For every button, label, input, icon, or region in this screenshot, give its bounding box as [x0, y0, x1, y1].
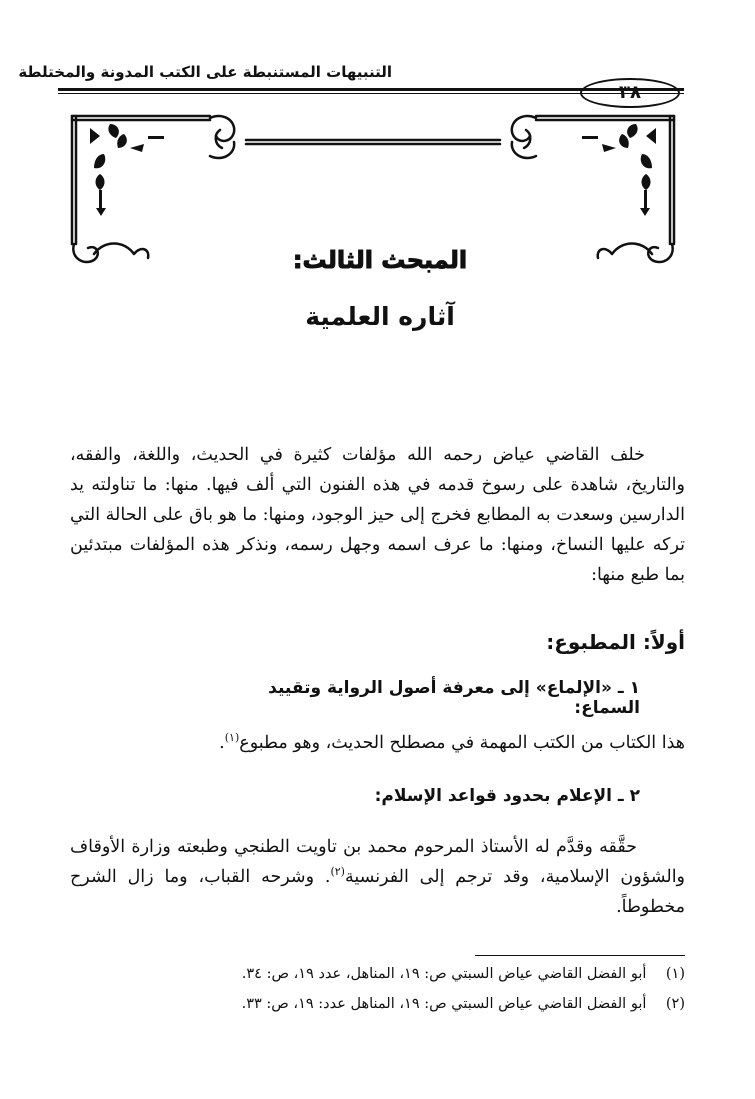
- work-title-2: ٢ ـ الإعلام بحدود قواعد الإسلام:: [374, 786, 640, 806]
- intro-paragraph-text: خلف القاضي عياض رحمه الله مؤلفات كثيرة في الحديث، واللغة، والفقه، والتاريخ، شاهدة على رسوخ قدمه في هذه الفنون التي ألف فيها. منها: ما تناولته يد الدارسين وسعدت به المطابع فخرج إلى حيز الوجود، ومنها: ما هو باق على الحالة التي تركه عليها النساخ، ومنها: ما عرف اسمه وجهل رسمه، ونذكر هذه المؤلفات مبتدئين بما طبع منها:: [70, 445, 685, 585]
- work-description-1-text: هذا الكتاب من الكتب المهمة في مصطلح الحديث، وهو مطبوع: [239, 733, 685, 753]
- section-subheading: آثاره العلمية: [305, 302, 455, 331]
- footnote-separator: [475, 955, 685, 956]
- footnote-1: [120, 966, 685, 982]
- printed-works-heading: أولاً: المطبوع:: [546, 630, 685, 654]
- work-description-1-end: .: [219, 733, 225, 753]
- work-description-2-text-b: . وشرحه القباب، وما زال الشرح مخطوطاً.: [70, 867, 685, 917]
- footnote-2: [120, 996, 685, 1012]
- work-description-2-text-a: حقَّقه وقدَّم له الأستاذ المرحوم محمد بن تاويت الطنجي وطبعته وزارة الأوقاف والشؤون الإسلامية، وقد ترجم إلى الفرنسية: [70, 837, 686, 887]
- work-description-2: [70, 832, 685, 922]
- header-rule: [58, 88, 684, 91]
- decorative-frame-ornament: [60, 104, 686, 264]
- section-heading: المبحث الثالث:: [292, 246, 468, 274]
- work-title-1: ١ ـ «الإلماع» إلى معرفة أصول الرواية وتقييد السماع:: [268, 678, 640, 718]
- footnote-ref-2[interactable]: (٢): [330, 865, 345, 879]
- page-number: ٣٨: [580, 78, 680, 108]
- footnote-2-text: أبو الفضل القاضي عياض السبتي ص: ١٩، المناهل عدد: ١٩، ص: ٣٣.: [241, 996, 647, 1012]
- footnote-2-number: (٢): [665, 996, 685, 1012]
- footnote-1-number: (١): [665, 966, 685, 982]
- header-rule-thin: [58, 93, 684, 94]
- running-header-title: التنبيهات المستنبطة على الكتب المدونة والمختلطة: [18, 63, 392, 81]
- footnote-1-text: أبو الفضل القاضي عياض السبتي ص: ١٩، المناهل، عدد ١٩، ص: ٣٤.: [241, 966, 647, 982]
- intro-paragraph: [70, 440, 685, 590]
- footnote-ref-1[interactable]: (١): [224, 731, 240, 745]
- work-description-1: [70, 728, 685, 758]
